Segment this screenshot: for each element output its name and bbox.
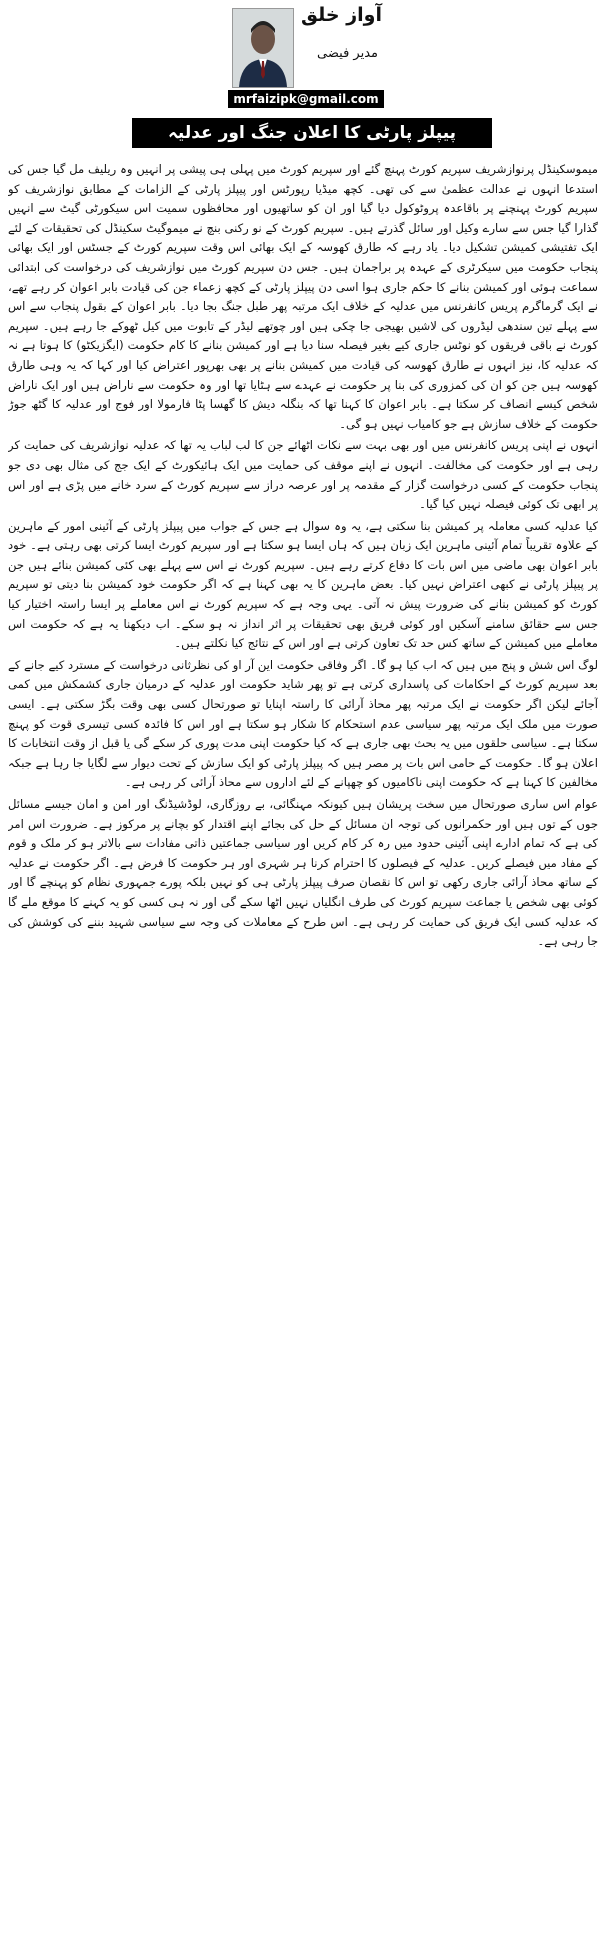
author-email: mrfaizipk@gmail.com — [228, 90, 384, 108]
article-paragraph: عوام اس ساری صورتحال میں سخت پریشان ہیں کیونکہ مہنگائی، بے روزگاری، لوڈشیڈنگ اور امن و امان جیسے مسائل جوں کے توں ہیں اور حکمرانوں کی توجہ ان مسائل کے حل کی بجائے اپنے اقتدار کو بچانے پر مرکوز ہے۔ ضرورت اس امر کی ہے کہ تمام ادارے اپنی آئینی حدود میں رہ کر کام کریں اور سیاسی جماعتیں ذاتی مفادات سے بالاتر ہو کر ملک و قوم کے مفاد میں فیصلے کریں۔ عدلیہ کے فیصلوں کا احترام کرنا ہر شہری اور ہر حکومت کا فرض ہے۔ اگر حکومت نے عدلیہ کے ساتھ محاذ آرائی جاری رکھی تو اس کا نقصان صرف پیپلز پارٹی ہی کو نہیں بلکہ پورے جمہوری نظام کو پہنچے گا اور کوئی بھی شخص یا جماعت سپریم کورٹ کی طرف انگلیاں نہیں اٹھا سکے گی اور نہ ہی کسی کو یہ کہنے کا موقع ملے گا کہ عدلیہ کسی ایک فریق کی حمایت کر رہی ہے۔ اس طرح کے معاملات کی وجہ سے سیاسی شہید بننے کی کوشش کی جا رہی ہے۔ — [8, 797, 598, 949]
author-photo — [232, 8, 294, 88]
column-name: آواز خلق — [301, 4, 382, 26]
author-name: مدیر فیضی — [317, 46, 378, 61]
article-body — [8, 160, 598, 1938]
article-paragraph: انہوں نے اپنی پریس کانفرنس میں اور بھی بہت سے نکات اٹھائے جن کا لب لباب یہ تھا کہ عدلیہ نوازشریف کی حمایت کر رہی ہے اور حکومت کی مخالفت۔ انہوں نے اپنے موقف کی حمایت میں ایک ہائیکورٹ کے ایک جج کی مثال بھی دی جو پنجاب حکومت کے کسی درخواست گزار کے مقدمہ پر اور عرصہ دراز سے سپریم کورٹ کے سرد خانے میں پڑی ہے اور اس پر ابھی تک کوئی فیصلہ نہیں کیا گیا۔ — [8, 438, 598, 512]
column-header — [228, 4, 384, 108]
article-title: پیپلز پارٹی کا اعلان جنگ اور عدلیہ — [132, 118, 492, 148]
author-photo-icon — [233, 9, 293, 87]
article-paragraph: کیا عدلیہ کسی معاملہ پر کمیشن بنا سکتی ہے، یہ وہ سوال ہے جس کے جواب میں پیپلز پارٹی کے آئینی امور کے ماہرین کے علاوہ تقریباً تمام آئینی ماہرین ایک زبان ہیں کہ ہاں ایسا ہو سکتا ہے اور سپریم کورٹ ایسا کرتی بھی رہتی ہے۔ خود بابر اعوان بھی ماضی میں اس بات کا دفاع کرتے رہے ہیں۔ سپریم کورٹ نے اس سے پہلے بھی کئی کمیشن بنائے ہیں جن پر پیپلز پارٹی نے کبھی اعتراض نہیں کیا۔ بعض ماہرین کا یہ بھی کہنا ہے کہ اگر حکومت خود کمیشن بنا دیتی تو سپریم کورٹ کو کمیشن بنانے کی ضرورت پیش نہ آتی۔ یہی وجہ ہے کہ سپریم کورٹ نے اس معاملے پر ایسا راستہ اختیار کیا جس سے حقائق سامنے آسکیں اور کوئی فریق بھی تحقیقات پر اثر انداز نہ ہو سکے۔ اب دیکھنا یہ ہے کہ حکومت اس معاملے میں کمیشن کے ساتھ کس حد تک تعاون کرتی ہے اور اس کے نتائج کیا نکلتے ہیں۔ — [8, 518, 598, 651]
article-paragraph: میموسکینڈل پرنوازشریف سپریم کورٹ پہنچ گئے اور سپریم کورٹ میں پہلی ہی پیشی پر انہیں وہ ریلیف مل گیا جس کی استدعا انہوں نے عدالت عظمیٰ سے کی تھی۔ کچھ میڈیا رپورٹس اور پیپلز پارٹی کے الزامات کے مطابق نوازشریف کو سپریم کورٹ پہنچنے پر باقاعدہ پروٹوکول دیا گیا اور ان کو ساتھیوں اور محافظوں سمیت اس سیکورٹی گیٹ سے انہیں گذارا گیا جس سے سارے وکیل اور سائل گذرتے ہیں۔ سپریم کورٹ کے نو رکنی بنچ نے میموگیٹ سکینڈل کی تحقیقات کے لئے ایک تفتیشی کمیشن تشکیل دیا۔ یاد رہے کہ طارق کھوسہ کے ایک بھائی اس وقت سپریم کورٹ کے جسٹس اور ایک بھائی پنجاب حکومت میں سیکرٹری کے عہدہ پر براجمان ہیں۔ جس دن سپریم کورٹ میں نوازشریف کی درخواست کی ابتدائی سماعت ہوئی اور کمیشن بنانے کا حکم جاری ہوا اسی دن پیپلز پارٹی کے کچھ زعماء جن کی قیادت بابر اعوان کر رہے تھے، نے ایک گرماگرم پریس کانفرنس میں عدلیہ کے خلاف ایک مرتبہ پھر طبل جنگ بجا دیا۔ بابر اعوان کے بقول پنجاب سے اس سے پہلے تین سندھی لیڈروں کی لاشیں بھیجی جا چکی ہیں اور چوتھے لیڈر کے تابوت میں کیل ٹھوکے جا رہے ہیں۔ سپریم کورٹ نے باقی فریقوں کو نوٹس جاری کیے بغیر فیصلہ سنا دیا ہے اور کمیشن بنانے کا کام حکومت (ایگزیکٹو) کا ہوتا ہے نہ کہ عدلیہ کا، نیز انہوں نے طارق کھوسہ کی قیادت میں کمیشن بنانے پر بھی بھرپور اعتراض کیا اور کہا کہ یہ وہی طارق کھوسہ ہیں جن کو ان کی کمزوری کی بنا پر حکومت نے عہدے سے ہٹایا تھا اور وہ حکومت سے ناراض ہیں اور ایک ناراض شخص کیسے انصاف کر سکتا ہے۔ بابر اعوان کا کہنا تھا کہ بنگلہ دیش کا گھسا پٹا فارمولا اور فوج اور عدلیہ کا گٹھ جوڑ حکومت کے خلاف سازش ہے جو کامیاب نہیں ہو گی۔ — [8, 162, 598, 431]
article-paragraph: لوگ اس شش و پنج میں ہیں کہ اب کیا ہو گا۔ اگر وفاقی حکومت این آر او کی نظرثانی درخواست کے مسترد کیے جانے کے بعد سپریم کورٹ کے احکامات کی پاسداری کرتی ہے تو پھر شاید حکومت اور عدلیہ کے درمیان جاری کشمکش میں کمی آجائے لیکن اگر حکومت نے ایک مرتبہ پھر محاذ آرائی کا راستہ اپنایا تو صورتحال کسی بھی وقت بگڑ سکتی ہے۔ ایسی صورت میں ملک ایک مرتبہ پھر سیاسی عدم استحکام کا شکار ہو سکتا ہے اور اس کا فائدہ کسی تیسری قوت کو پہنچ سکتا ہے۔ سیاسی حلقوں میں یہ بحث بھی جاری ہے کہ کیا حکومت اپنی مدت پوری کر سکے گی یا قبل از وقت انتخابات کا اعلان ہو گا۔ حکومت کے حامی اس بات پر مصر ہیں کہ پیپلز پارٹی کو ایک سازش کے تحت دیوار سے لگایا جا رہا ہے جبکہ مخالفین کا کہنا ہے کہ حکومت اپنی ناکامیوں کو چھپانے کے لئے اداروں سے محاذ آرائی کر رہی ہے۔ — [8, 657, 598, 790]
